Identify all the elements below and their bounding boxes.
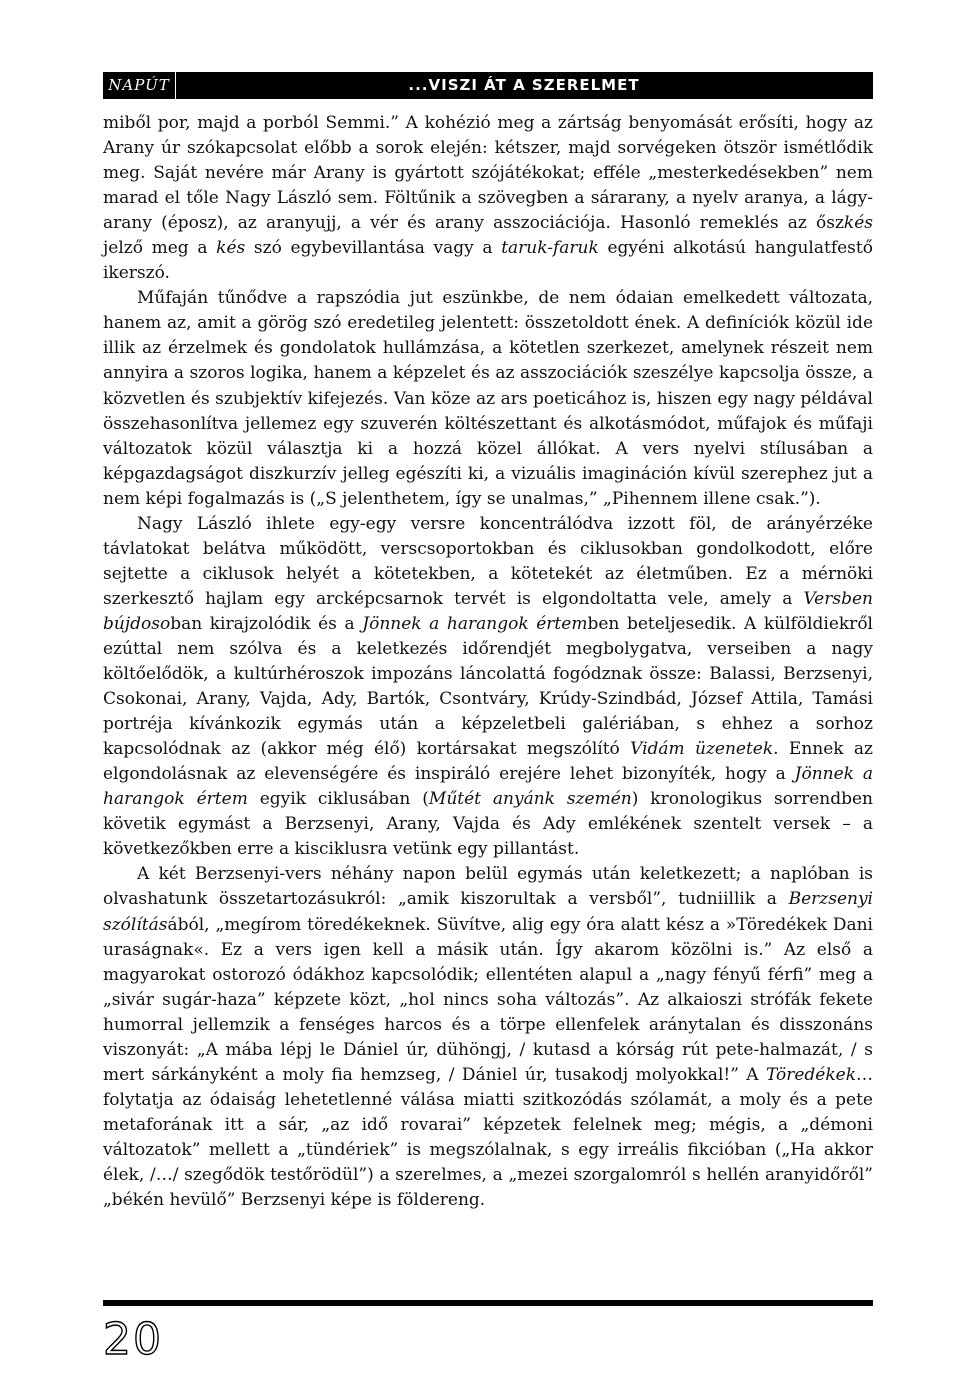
text-run: ából, „megírom töredékeknek. Süvítve, alig egy óra alatt kész a »Töredékek Dani uraságnak«. Ez a vers igen kell a másik után. Így akarom közölni is.” Az első a magyarokat ostorozó ódákhoz kapcsolódik; ellentéten alapul a „nagy fényű férfi” meg a „sivár sugár-haza” képzete közt, „hol nincs soha változás”. Az alkaioszi strófák fekete humorral jellemzik a fenséges harcos és a törpe ellenfelek aránytalan és disszonáns viszonyát: „A mába lépj le Dániel úr, dühöngj, / kutasd a kórság rút pete-halmazát, / s mert sárkányként a moly fia hemzseg, / Dániel úr, tusakodj molyokkal!” A: [103, 914, 873, 1085]
text-run: ben beteljesedik. A külföldiekről ezúttal nem szólva és a keletkezés időrendjét megbolygatva, verseiben a nagy költőelődök, a kultúrhéroszok impozáns láncolattá fogódznak össze: Balassi, Berzsenyi, Csokonai, Arany, Vajda, Ady, Bartók, Csontváry, Krúdy-Szindbád, József Attila, Tamási portréja kívánkozik egymás után a képzeletbeli galériában, s ehhez a sorhoz kapcsolódnak az (akkor még élő) kortársakat megszólító: [103, 613, 873, 760]
text-run: egyik ciklusában (: [247, 789, 429, 810]
italic-title: Töredékek: [765, 1064, 856, 1085]
italic-title: kés: [843, 213, 873, 234]
text-run: Műfaján tűnődve a rapszódia jut eszünkbe, de nem ódaian emelkedett változata, hanem az, amit a görög szó eredetileg jelentett: összetoldott ének. A definíciók közül ide illik az érzelmek és gondolatok hullámzása, a kötetlen szerkezet, amelynek részeit nem annyira a szoros logika, hanem a képzelet és az asszociációk szeszélye kapcsolja össze, a közvetlen és szubjektív kifejezés. Van köze az ars poeticához is, hiszen egy nagy példával összehasonlítva jellemez egy szuverén költészettant és alkotásmódot, műfajok és műfaji változatok közül választja ki a hozzá közel állókat. A vers nyelvi stílusában a képgazdagságot diszkurzív jelleg egészíti ki, a vizuális imagináción kívül szerephez jut a nem képi fogalmazás is („S jelenthetem, így se unalmas,” „Pihennem illene csak.”).: [103, 288, 873, 509]
paragraph: [103, 286, 873, 511]
footer-rule: [103, 1300, 873, 1306]
paragraph: [103, 512, 873, 863]
italic-title: Versben bújdoso: [103, 588, 873, 634]
text-run: Nagy László ihlete egy-egy versre koncentrálódva izzott föl, de arányérzéke távlatokat belátva működött, verscsoportokban és ciklusokban gondolkodott, előre sejtette a ciklusok helyét a kötetekben, a kötetekét az életműben. Ez a mérnöki szerkesztő hajlam egy arcképcsarnok tervét is elgondoltatta vele, amely a: [103, 513, 873, 609]
journal-logo: NAPÚT: [103, 72, 176, 99]
text-run: miből por, majd a porból Semmi.” A kohézió meg a zártság benyomását erősíti, hogy az Arany úr szókapcsolat előbb a sorok elején: kétszer, majd sorvégeken ötször ismétlődik meg. Saját nevére már Arany is gyártott szójátékokat; efféle „mesterkedésekben” nem marad el tőle Nagy László sem. Föltűnik a szövegben a sárarany, a nyelv aranya, a lágy-arany (éposz), az aranyujj, a vér és arany asszociációja. Hasonló remeklés az ősz: [103, 113, 873, 234]
italic-title: Berzsenyi szólítás: [103, 889, 873, 935]
text-run: . Ennek az elgondolásnak az elevenségére és inspiráló erejére lehet bizonyíték, hogy a: [103, 739, 873, 785]
text-run: egyéni alkotású hangulatfestő ikerszó.: [103, 238, 873, 284]
text-run: jelző meg a: [103, 238, 217, 259]
running-title: ...VISZI ÁT A SZERELMET: [408, 76, 640, 94]
italic-title: Műtét anyánk szemén: [428, 789, 632, 810]
italic-title: Jönnek a harangok értem: [103, 764, 873, 810]
italic-title: kés: [216, 238, 246, 259]
article-body: [103, 111, 873, 1213]
text-run: … folytatja az ódaiság lehetetlenné válása miatti szitkozódás szólamát, a moly és a pete metaforának itt a sár, „az idő rovarai” képzetek felelnek meg; mégis, a „démoni változatok” mellett a „tündériek” is megszólalnak, s egy irreális fikcióban („Ha akkor élek, /…/ szegődök testőrödül”) a szerelmes, a „mezei szorgalomról s hellén aranyidőről” „békén hevülő” Berzsenyi képe is földereng.: [103, 1064, 873, 1211]
paragraph: [103, 862, 873, 1213]
page-number: 20: [103, 1314, 163, 1365]
text-run: ban kirajzolódik és a: [170, 613, 363, 634]
text-run: ) kronologikus sorrendben követik egymást a Berzsenyi, Arany, Vajda és Ady emlékének szentelt versek – a következőkben erre a kisciklusra vetünk egy pillantást.: [103, 789, 873, 860]
paragraph: [103, 111, 873, 286]
text-run: szó egybevillantása vagy a: [245, 238, 502, 259]
running-header: [103, 72, 873, 99]
text-run: A két Berzsenyi-vers néhány napon belül egymás után keletkezett; a naplóban is olvashatunk összetartozásukról: „amik kiszorultak a versből”, tudniillik a: [103, 864, 873, 910]
italic-title: taruk-faruk: [501, 238, 599, 259]
italic-title: Vidám üzenetek: [630, 739, 774, 760]
italic-title: Jönnek a harangok értem: [362, 613, 588, 634]
